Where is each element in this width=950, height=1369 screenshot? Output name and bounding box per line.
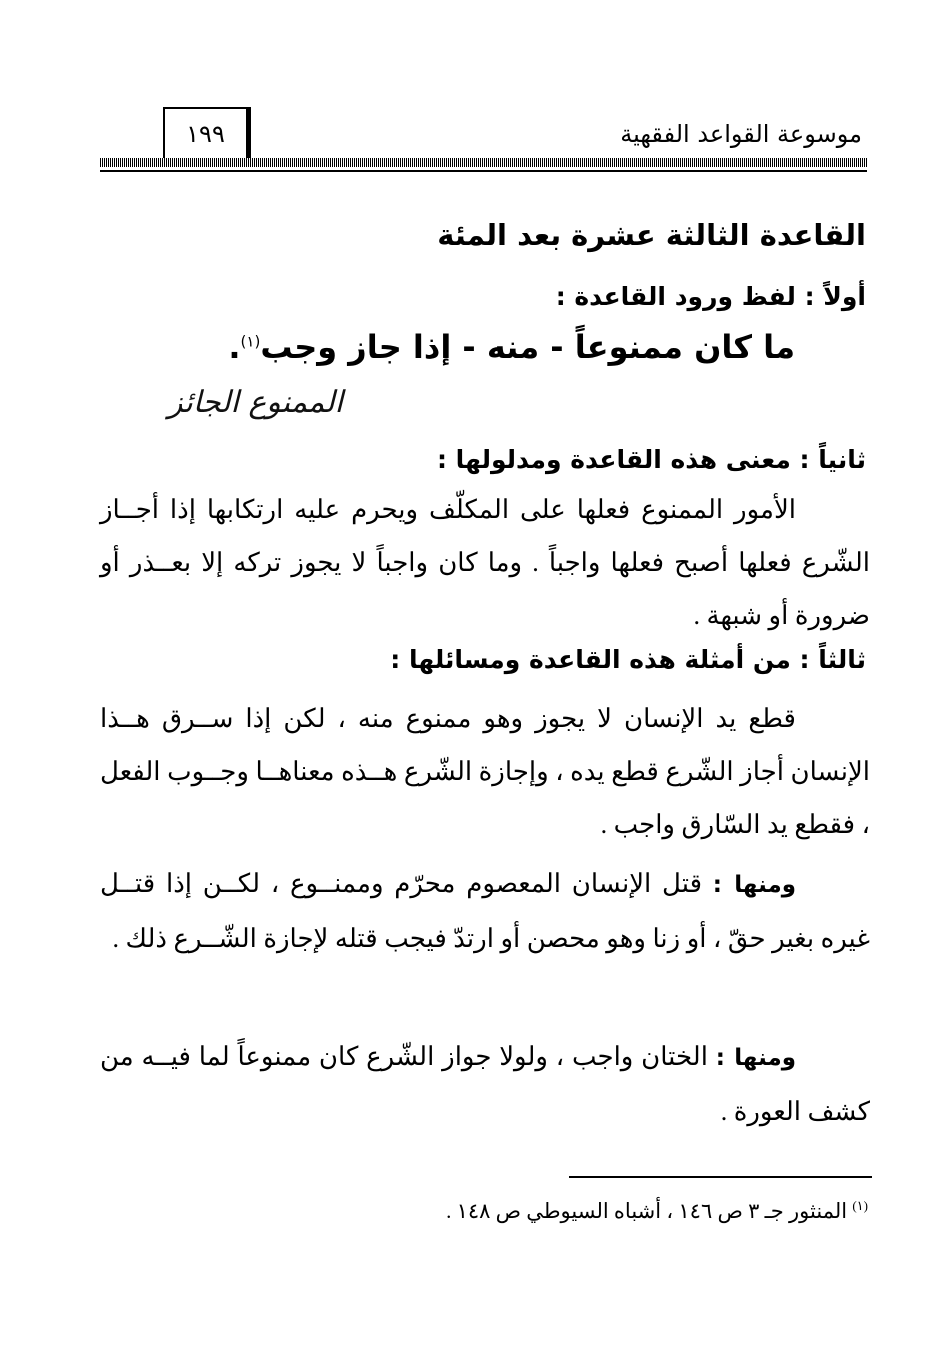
example1-paragraph: قطع يد الإنسان لا يجوز وهو ممنوع منه ، لكن إذا ســرق هــذا الإنسان أجاز الشّرع قطع يده ، وإجازة الشّرع هــذه معناهــا وجــوب الفعل ، فقطع يد السّارق واجب . (100, 704, 870, 839)
example2-label: ومنها : (712, 872, 797, 898)
example3-label: ومنها : (715, 1045, 797, 1071)
footnote (446, 1198, 868, 1224)
footnote-mark: (١) (852, 1198, 868, 1213)
section3-label (390, 645, 866, 674)
example3-paragraph (100, 1030, 870, 1138)
rule-statement (228, 328, 795, 366)
handwritten-note: الممنوع الجائز (167, 385, 343, 420)
section2-paragraph: الأمور الممنوع فعلها على المكلّف ويحرم عليه ارتكابها إذا أجــاز الشّرع فعلها أصبح فعلها واجباً . وما كان واجباً لا يجوز تركه إلا بعــذر أو ضرورة أو شبهة . (100, 495, 870, 630)
running-title: موسوعة القواعد الفقهية (620, 120, 862, 148)
footnote-rule (569, 1176, 872, 1178)
rule-end: . (228, 328, 241, 366)
example2-paragraph (100, 857, 870, 965)
header-thin-rule (100, 170, 867, 172)
header-hatched-rule (100, 158, 867, 167)
section3-label-text: ثالثاً : من أمثلة هذه القاعدة ومسائلها : (390, 645, 866, 674)
section2-label-text: ثانياً : معنى هذه القاعدة ومدلولها : (436, 445, 866, 474)
page-number-box (163, 107, 251, 161)
example2-text: قتل الإنسان المعصوم محرّم وممنــوع ، لكــن إذا قتــل غيره بغير حقّ ، أو زنا وهو محصن أو ارتدّ فيجب قتله لإجازة الشّــرع ذلك . (100, 869, 870, 953)
example3-text: الختان واجب ، ولولا جواز الشّرع كان ممنوعاً لما فيــه من كشف العورة . (100, 1042, 870, 1126)
footnote-text: المنثور جـ ٣ ص ١٤٦ ، أشباه السيوطي ص ١٤٨ . (446, 1199, 848, 1223)
section1-label-text: أولاً : لفظ ورود القاعدة : (555, 282, 866, 311)
rule-footnote-mark: (١) (240, 332, 261, 351)
section2-label (437, 445, 866, 474)
main-heading: القاعدة الثالثة عشرة بعد المئة (437, 218, 866, 252)
page-number: ١٩٩ (186, 120, 225, 148)
rule-text: ما كان ممنوعاً - منه - إذا جاز وجب (260, 328, 795, 366)
section1-label (556, 282, 866, 311)
